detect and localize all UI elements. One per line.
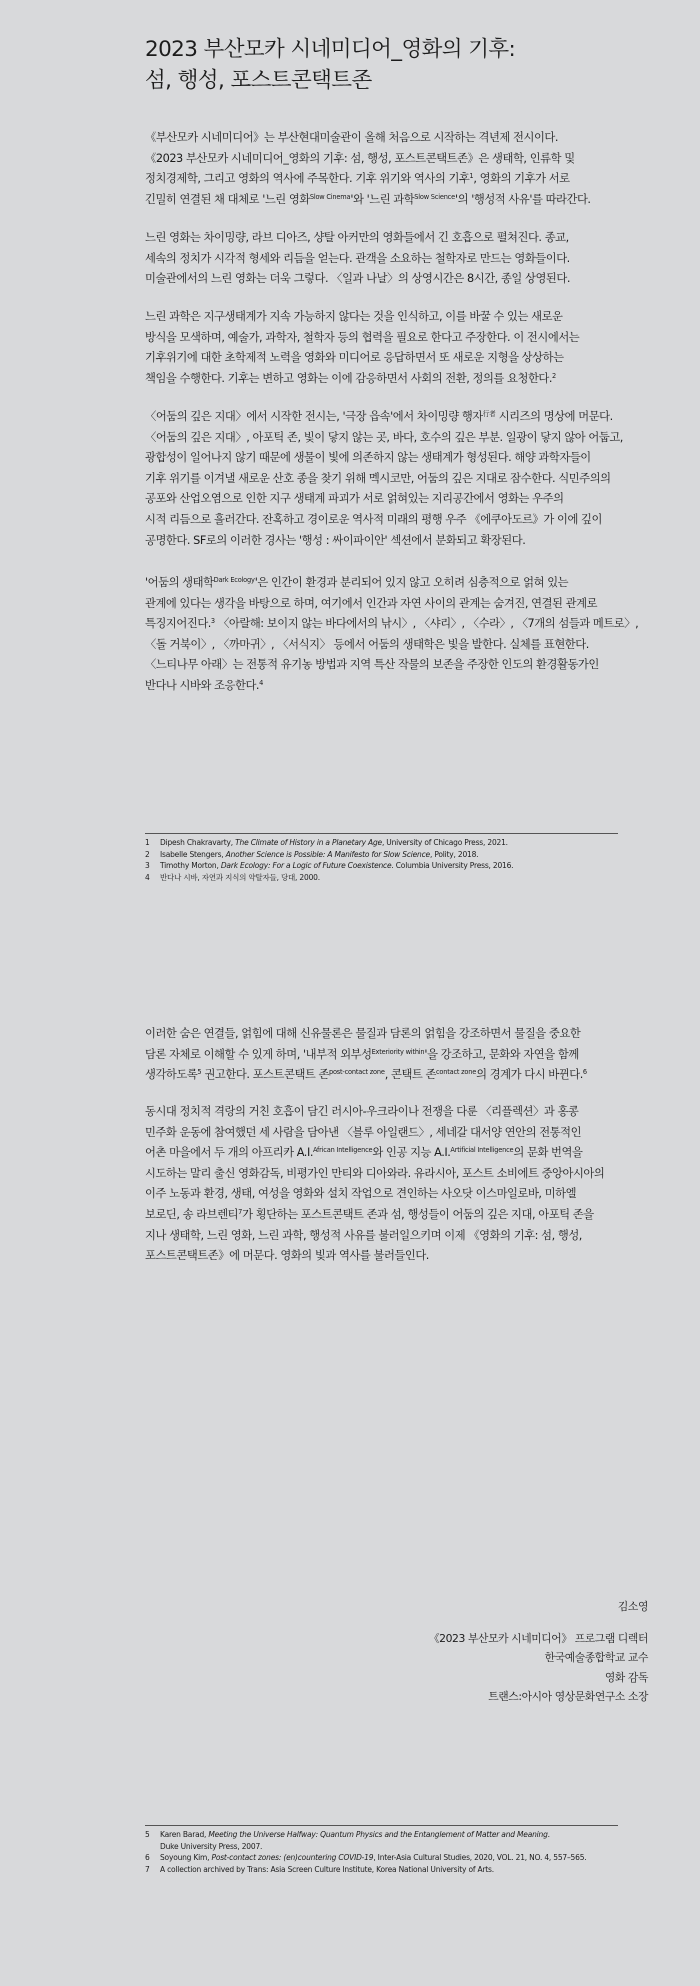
paragraph-slow-science — [145, 307, 650, 389]
text-line: 보로딘, 송 라브렌티$^7$가 횡단하는 포스트콘택트 존과 섬, 행성들이 어둠의 깊은 지대, 아포틱 존을 — [145, 1207, 594, 1221]
text-line: 정치경제학, 그리고 영화의 역사에 주목한다. 기후 위기와 역사의 기후$^1$, 영화의 기후가 서로 — [145, 172, 570, 186]
text-line: 〈어둠의 깊은 지대〉, 아포틱 존, 빛이 닿지 않는 곳, 바다, 호수의 깊은 부분. 일광이 닿지 않아 어둡고, — [145, 430, 623, 444]
footnote-item: 5 Karen Barad, Meeting the Universe Halfway: Quantum Physics and the Entanglement of Matter and Meaning. — [145, 1830, 550, 1839]
footnote-divider — [145, 1825, 618, 1826]
text-line: 포스트콘택트존》에 머문다. 영화의 빛과 역사를 불러들인다. — [145, 1249, 429, 1263]
footnotes-1 — [145, 837, 645, 883]
text-line: '어둠의 생태학$^{Dark Ecology}$'은 인간이 환경과 분리되어 있지 않고 오히려 심층적으로 얽혀 있는 — [145, 576, 569, 589]
text-line: 방식을 모색하며, 예술가, 과학자, 철학자 등의 협력을 필요로 한다고 주장한다. 이 전시에서는 — [145, 330, 580, 344]
text-line: 반다나 시바와 조응한다.$^4$ — [145, 678, 264, 692]
footnote-item: 6 Soyoung Kim, Post-contact zones: (en)countering COVID-19, Inter-Asia Cultural Studies, 2020, VOL. 21, NO. 4, 557–565. — [145, 1853, 587, 1863]
text-line: 생각하도록$^5$ 권고한다. 포스트콘택트 존$^{post-contact zone}$, 콘택트 존$^{contact zone}$의 경계가 다시 바뀐다.$^6$ — [145, 1068, 587, 1082]
text-line: 미술관에서의 느린 영화는 더욱 그렇다. 〈일과 나날〉의 상영시간은 8시간, 종일 상영된다. — [145, 272, 571, 286]
text-line: 시적 리듬으로 흘러간다. 잔혹하고 경이로운 역사적 미래의 평행 우주 《에쿠아도르》가 이에 깊이 — [145, 512, 602, 526]
author-role: 영화 감독 — [604, 1670, 648, 1684]
footnote-item: 7 A collection archived by Trans: Asia Screen Culture Institute, Korea National University of Arts. — [145, 1864, 494, 1874]
text-line: 긴밀히 연결된 채 대체로 '느린 영화$^{Slow Cinema}$'와 '느린 과학$^{Slow Science}$'의 '행성적 사유'를 따라간다. — [145, 192, 591, 206]
title-line-2: 섬, 행성, 포스트콘택트존 — [145, 68, 372, 93]
footnote-divider — [145, 833, 618, 834]
text-line: 《2023 부산모카 시네미디어_영화의 기후: 섬, 행성, 포스트콘택트존》은 생태학, 인류학 및 — [145, 151, 575, 165]
footnote-item: 4 반다나 시바, 자연과 지식의 약탈자들, 당대, 2000. — [145, 872, 320, 882]
footnote-ref-1: 1 — [469, 172, 474, 181]
author-name: 김소영 — [617, 1600, 648, 1613]
footnote-item: 3 Timothy Morton, Dark Ecology: For a Logic of Future Coexistence. Columbia University Press, 2016. — [145, 861, 514, 871]
author-role: 트랜스:아시아 영상문화연구소 소장 — [488, 1690, 648, 1704]
footnote-continuation: Duke University Press, 2007. — [160, 1841, 263, 1851]
footnotes-2 — [145, 1829, 645, 1875]
text-line: 담론 자체로 이해할 수 있게 하며, '내부적 외부성$^{Exteriority within}$'을 강조하고, 문화와 자연을 함께 — [145, 1047, 579, 1061]
text-line: 느린 과학은 지구생태계가 지속 가능하지 않다는 것을 인식하고, 이를 바꿀 수 있는 새로운 — [145, 310, 563, 323]
text-line: 이러한 숨은 연결들, 얽힘에 대해 신유물론은 물질과 담론의 얽힘을 강조하면서 물질을 중요한 — [145, 1027, 581, 1040]
text-line: 〈느티나무 아래〉는 전통적 유기농 방법과 지역 특산 작물의 보존을 주장한 인도의 환경활동가인 — [145, 658, 599, 672]
text-line: 지나 생태학, 느린 영화, 느린 과학, 행성적 사유를 불러일으키며 이제 《영화의 기후: 섬, 행성, — [145, 1228, 582, 1242]
text-line: 특징지어진다.$^3$ 〈아랄해: 보이지 않는 바다에서의 낚시〉, 〈샤리〉, 〈수라〉, 〈7개의 섬들과 메트로〉, — [145, 617, 639, 631]
author-role: 《2023 부산모카 시네미디어》 프로그램 디렉터 — [428, 1631, 648, 1645]
text-line: 〈돌 거북이〉, 〈까마귀〉, 〈서식지〉 등에서 어둠의 생태학은 빛을 발한다. 실체를 표현한다. — [145, 637, 589, 651]
footnote-ref-7: 7 — [238, 1207, 243, 1216]
footnote-ref-4: 4 — [259, 678, 264, 687]
paragraph-new-materialism — [145, 1024, 650, 1086]
text-line: 공명한다. SF로의 이러한 경사는 '행성 : 싸이파이안' 섹션에서 분화되고 확장된다. — [145, 533, 526, 547]
author-role: 한국예술종합학교 교수 — [544, 1651, 648, 1665]
paragraph-aphotic-zone — [145, 407, 650, 551]
text-line: 시도하는 말리 출신 영화감독, 비평가인 만티와 디아와라. 유라시아, 포스트 소비에트 중앙아시아의 — [145, 1166, 605, 1180]
footnote-ref-2: 2 — [552, 371, 557, 380]
footnote-ref-5: 5 — [197, 1068, 202, 1077]
text-line: 광합성이 일어나지 않기 때문에 생물이 빛에 의존하지 않는 생태계가 형성된다. 해양 과학자들이 — [145, 451, 591, 465]
footnote-ref-3: 3 — [210, 617, 215, 626]
paragraph-intro — [145, 128, 650, 210]
footnote-ref-6: 6 — [582, 1068, 587, 1077]
paragraph-slow-cinema — [145, 228, 650, 290]
author-signature — [429, 1597, 648, 1707]
footnote-item: 1 Dipesh Chakravarty, The Climate of History in a Planetary Age, University of Chicago Press, 2021. — [145, 838, 508, 847]
text-line: 기후위기에 대한 초학제적 노력을 영화와 미디어로 응답하면서 또 새로운 지형을 상상하는 — [145, 351, 564, 365]
text-line: 세속의 정치가 시각적 형세와 리듬을 얻는다. 관객을 소요하는 철학자로 만드는 영화들이다. — [145, 251, 570, 265]
text-line: 동시대 정치적 격랑의 거친 호흡이 담긴 러시아-우크라이나 전쟁을 다룬 〈리플렉션〉과 홍콩 — [145, 1105, 579, 1118]
text-line: 어촌 마을에서 두 개의 아프리카 A.I.$^{African Intelligence}$와 인공 지능 A.I.$^{Artificial Intelligence}$의 문화 번역을 — [145, 1146, 583, 1160]
text-line: 〈어둠의 깊은 지대〉에서 시작한 전시는, '극장 읍속'에서 차이밍량 행자$^{行者}$ 시리즈의 명상에 머문다. — [145, 410, 613, 423]
text-line: 이주 노동과 환경, 생태, 여성을 영화와 설치 작업으로 견인하는 사오닷 이스마일로바, 미하엘 — [145, 1187, 577, 1201]
title-line-1: 2023 부산모카 시네미디어_영화의 기후: — [145, 37, 516, 62]
paragraph-dark-ecology — [145, 573, 650, 697]
text-line: 민주화 운동에 참여했던 세 사람을 담아낸 〈블루 아일랜드〉, 세네갈 대서양 연안의 전통적인 — [145, 1125, 582, 1139]
footnote-item: 2 Isabelle Stengers, Another Science is Possible: A Manifesto for Slow Science, Polity, 2018. — [145, 849, 479, 859]
text-line: 느린 영화는 차이밍량, 라브 디아즈, 샹탈 아커만의 영화들에서 긴 호흡으로 펼쳐진다. 종교, — [145, 231, 569, 244]
text-line: 공포와 산업오염으로 인한 지구 생태계 파괴가 서로 얽혀있는 지리공간에서 영화는 우주의 — [145, 492, 564, 506]
page-title — [145, 34, 625, 96]
paragraph-post-contact — [145, 1102, 650, 1267]
text-line: 《부산모카 시네미디어》는 부산현대미술관이 올해 처음으로 시작하는 격년제 전시이다. — [145, 131, 559, 144]
text-line: 기후 위기를 이겨낼 새로운 산호 종을 찾기 위해 멕시코만, 어둠의 깊은 지대로 잠수한다. 식민주의의 — [145, 471, 611, 485]
text-line: 책임을 수행한다. 기후는 변하고 영화는 이에 감응하면서 사회의 전환, 정의를 요청한다.$^2$ — [145, 371, 557, 385]
text-line: 관계에 있다는 생각을 바탕으로 하며, 여기에서 인간과 자연 사이의 관계는 숨겨진, 연결된 관계로 — [145, 596, 598, 610]
